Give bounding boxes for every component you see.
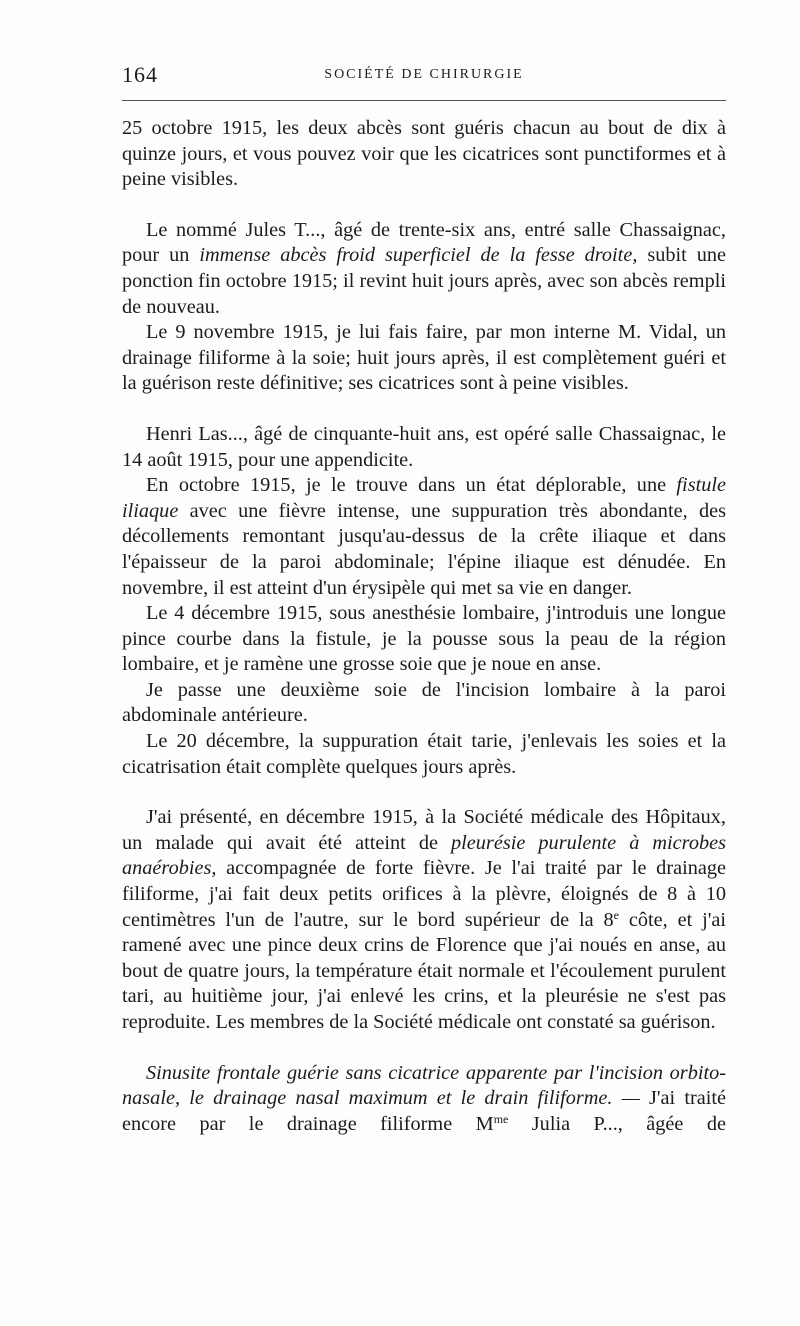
- page-body: [122, 116, 726, 1137]
- paragraph: En octobre 1915, je le trouve dans un état déplorable, une fistule iliaque avec une fièvre intense, une suppuration très abondante, des décollements remontant jusqu'au-dessus de la crête iliaque et dans l'épaisseur de la paroi abdominale; l'épine iliaque est dénudée. En novembre, il est atteint d'un érysipèle qui met sa vie en danger.: [122, 474, 726, 599]
- italic-text: fistule iliaque: [122, 474, 726, 522]
- paragraph: Le nommé Jules T..., âgé de trente-six ans, entré salle Chassaignac, pour un immense abcès froid superficiel de la fesse droite, subit une ponction fin octobre 1915; il revint huit jours après, avec son abcès rempli de nouveau.: [122, 218, 726, 318]
- paragraph: Le 20 décembre, la suppuration était tarie, j'enlevais les soies et la cicatrisation était complète quelques jours après.: [122, 730, 726, 778]
- running-title: SOCIÉTÉ DE CHIRURGIE: [324, 67, 524, 82]
- page-header: [122, 62, 726, 92]
- italic-heading: Sinusite frontale guérie sans cicatrice apparente par l'incision orbito-nasale, le drainage nasal maximum et le drain filiforme. —: [122, 1061, 726, 1110]
- page-number: 164: [122, 62, 158, 87]
- paragraph: Le 9 novembre 1915, je lui fais faire, par mon interne M. Vidal, un drainage filiforme à la soie; huit jours après, il est complètement guéri et la guérison reste définitive; ses cicatrices sont à peine visibles.: [122, 321, 726, 395]
- italic-text: pleurésie purulente à microbes anaérobies,: [122, 831, 726, 880]
- paragraph: Sinusite frontale guérie sans cicatrice apparente par l'incision orbito-nasale, le drainage nasal maximum et le drain filiforme. — J'ai traité encore par le drainage filiforme $M^{me}$ Julia P..., âgée de: [122, 1061, 727, 1135]
- header-rule: [122, 100, 726, 101]
- paragraph: J'ai présenté, en décembre 1915, à la Société médicale des Hôpitaux, un malade qui avait été atteint de pleurésie purulente à microbes anaérobies, accompagnée de forte fièvre. Je l'ai traité par le drainage filiforme, j'ai fait deux petits orifices à la plèvre, éloignés de 8 à 10 centimètres l'un de l'autre, sur le bord supérieur de la 8e côte, et j'ai ramené avec une pince deux crins de Florence que j'ai noués en anse, au bout de quatre jours, la température était normale et l'écoulement purulent tari, au huitième jour, j'ai enlevé les crins, et la pleurésie ne s'est pas reproduite. Les membres de la Société médicale ont constaté sa guérison.: [122, 806, 726, 1033]
- paragraph: 25 octobre 1915, les deux abcès sont guéris chacun au bout de dix à quinze jours, et vous pouvez voir que les cicatrices sont punctiformes et à peine visibles.: [122, 117, 726, 191]
- paragraph: Le 4 décembre 1915, sous anesthésie lombaire, j'introduis une longue pince courbe dans la fistule, je la pousse sous la peau de la région lombaire, et je ramène une grosse soie que je noue en anse.: [122, 602, 726, 676]
- superscript: me: [493, 1111, 509, 1126]
- paragraph: Henri Las..., âgé de cinquante-huit ans, est opéré salle Chassaignac, le 14 août 1915, pour une appendicite.: [122, 422, 726, 471]
- superscript: e: [613, 907, 619, 922]
- italic-text: immense abcès froid superficiel de la fesse droite,: [199, 244, 638, 267]
- paragraph: Je passe une deuxième soie de l'incision lombaire à la paroi abdominale antérieure.: [122, 678, 726, 727]
